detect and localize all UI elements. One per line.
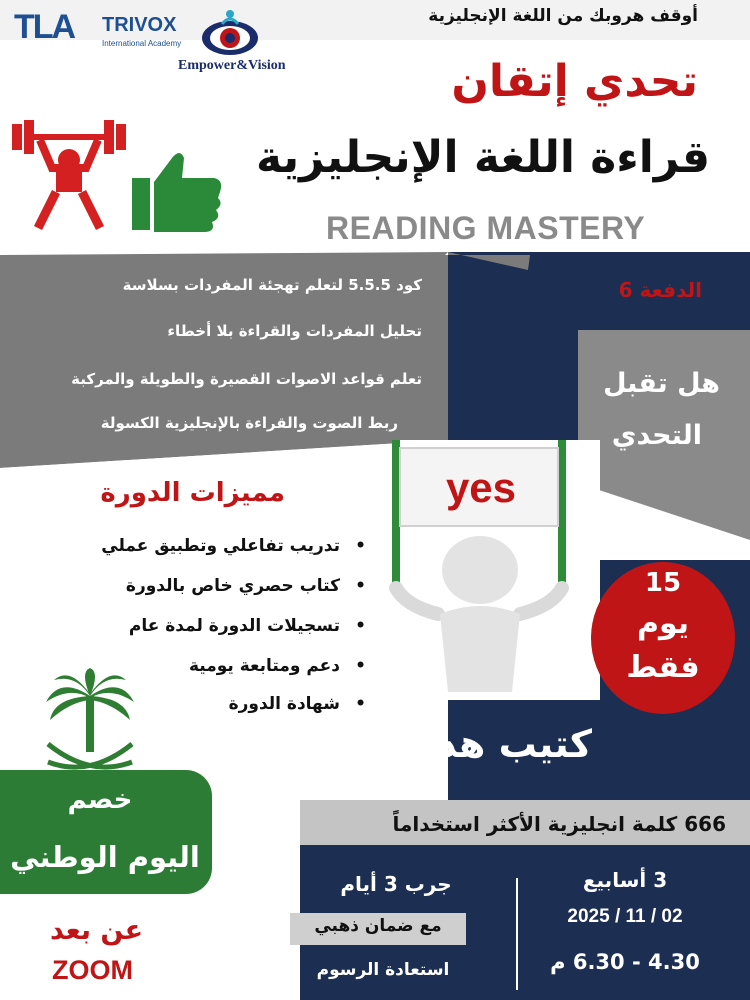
benefit-item [128,616,366,636]
trivox-logo [14,8,184,54]
benefits-title: مميزات الدورة [100,478,285,508]
feature-item: كود 5.5.5 لتعلم تهجئة المفردات بسلاسة [122,276,422,294]
benefit-text: دعم ومتابعة يومية [188,656,340,676]
benefit-item [188,656,366,676]
challenge-line1: هل تقبل [603,368,720,399]
logo-trivox-text: TRIVOX [102,14,177,36]
batch-label: الدفعة 6 [618,278,702,302]
header-tagline: أوقف هروبك من اللغة الإنجليزية [428,6,698,26]
duration-unit: يوم [636,606,690,641]
schedule-weeks: 3 أسابيع [582,868,668,892]
challenge-line2: التحدي [611,420,702,451]
logo-empower-text: Empower&Vision [178,58,286,73]
delivery-line1: عن بعد [50,915,144,946]
benefit-text: شهادة الدورة [228,694,340,714]
delivery-zoom: ZOOM [52,955,133,985]
bullet-dot-icon: • [355,656,366,676]
feature-item: تعلم قواعد الاصوات القصيرة والطويلة والمركبة [71,370,422,388]
discount-line2: اليوم الوطني [10,840,200,874]
weightlifter-icon [10,118,128,234]
gift-title: كتيب هدية [399,722,592,766]
trial-title: جرب 3 أيام [340,872,452,896]
gift-subtitle: 666 كلمة انجليزية الأكثر استخداماً [392,812,726,836]
benefit-text: تسجيلات الدورة لمدة عام [128,616,340,636]
benefit-text: تدريب تفاعلي وتطبيق عملي [101,536,340,556]
title-line1: تحدي إتقان [451,56,698,107]
trial-guarantee: مع ضمان ذهبي [314,916,442,936]
feature-item: تحليل المفردات والقراءة بلا أخطاء [167,322,422,340]
logo-tla-text: TLA [14,8,75,46]
feature-item: ربط الصوت والقراءة بالإنجليزية الكسولة [100,414,398,432]
bullet-dot-icon: • [355,616,366,636]
bullet-dot-icon: • [355,576,366,596]
bullet-dot-icon: • [355,694,366,714]
saudi-emblem-icon [40,666,140,778]
schedule-time: 4.30 - 6.30 م [550,950,700,974]
duration-number: 15 [644,568,682,598]
benefit-item [101,536,366,556]
title-english: READING MASTERY [326,210,646,246]
benefit-text: كتاب حصري خاص بالدورة [125,576,340,596]
benefit-item [125,576,366,596]
title-line2: قراءة اللغة الإنجليزية [255,132,710,183]
bullet-dot-icon: • [355,536,366,556]
schedule-date: 2025 / 11 / 02 [567,906,683,927]
logo-trivox-subtext: International Academy [102,39,182,48]
schedule-divider [516,878,518,990]
discount-line1: خصم [67,785,133,815]
eye-icon [200,8,260,58]
trial-refund: استعادة الرسوم [316,960,450,980]
duration-note: فقط [626,650,700,685]
benefit-item [228,694,366,714]
thumbs-up-icon [128,148,226,234]
sign-yes-text: yes [445,464,517,511]
